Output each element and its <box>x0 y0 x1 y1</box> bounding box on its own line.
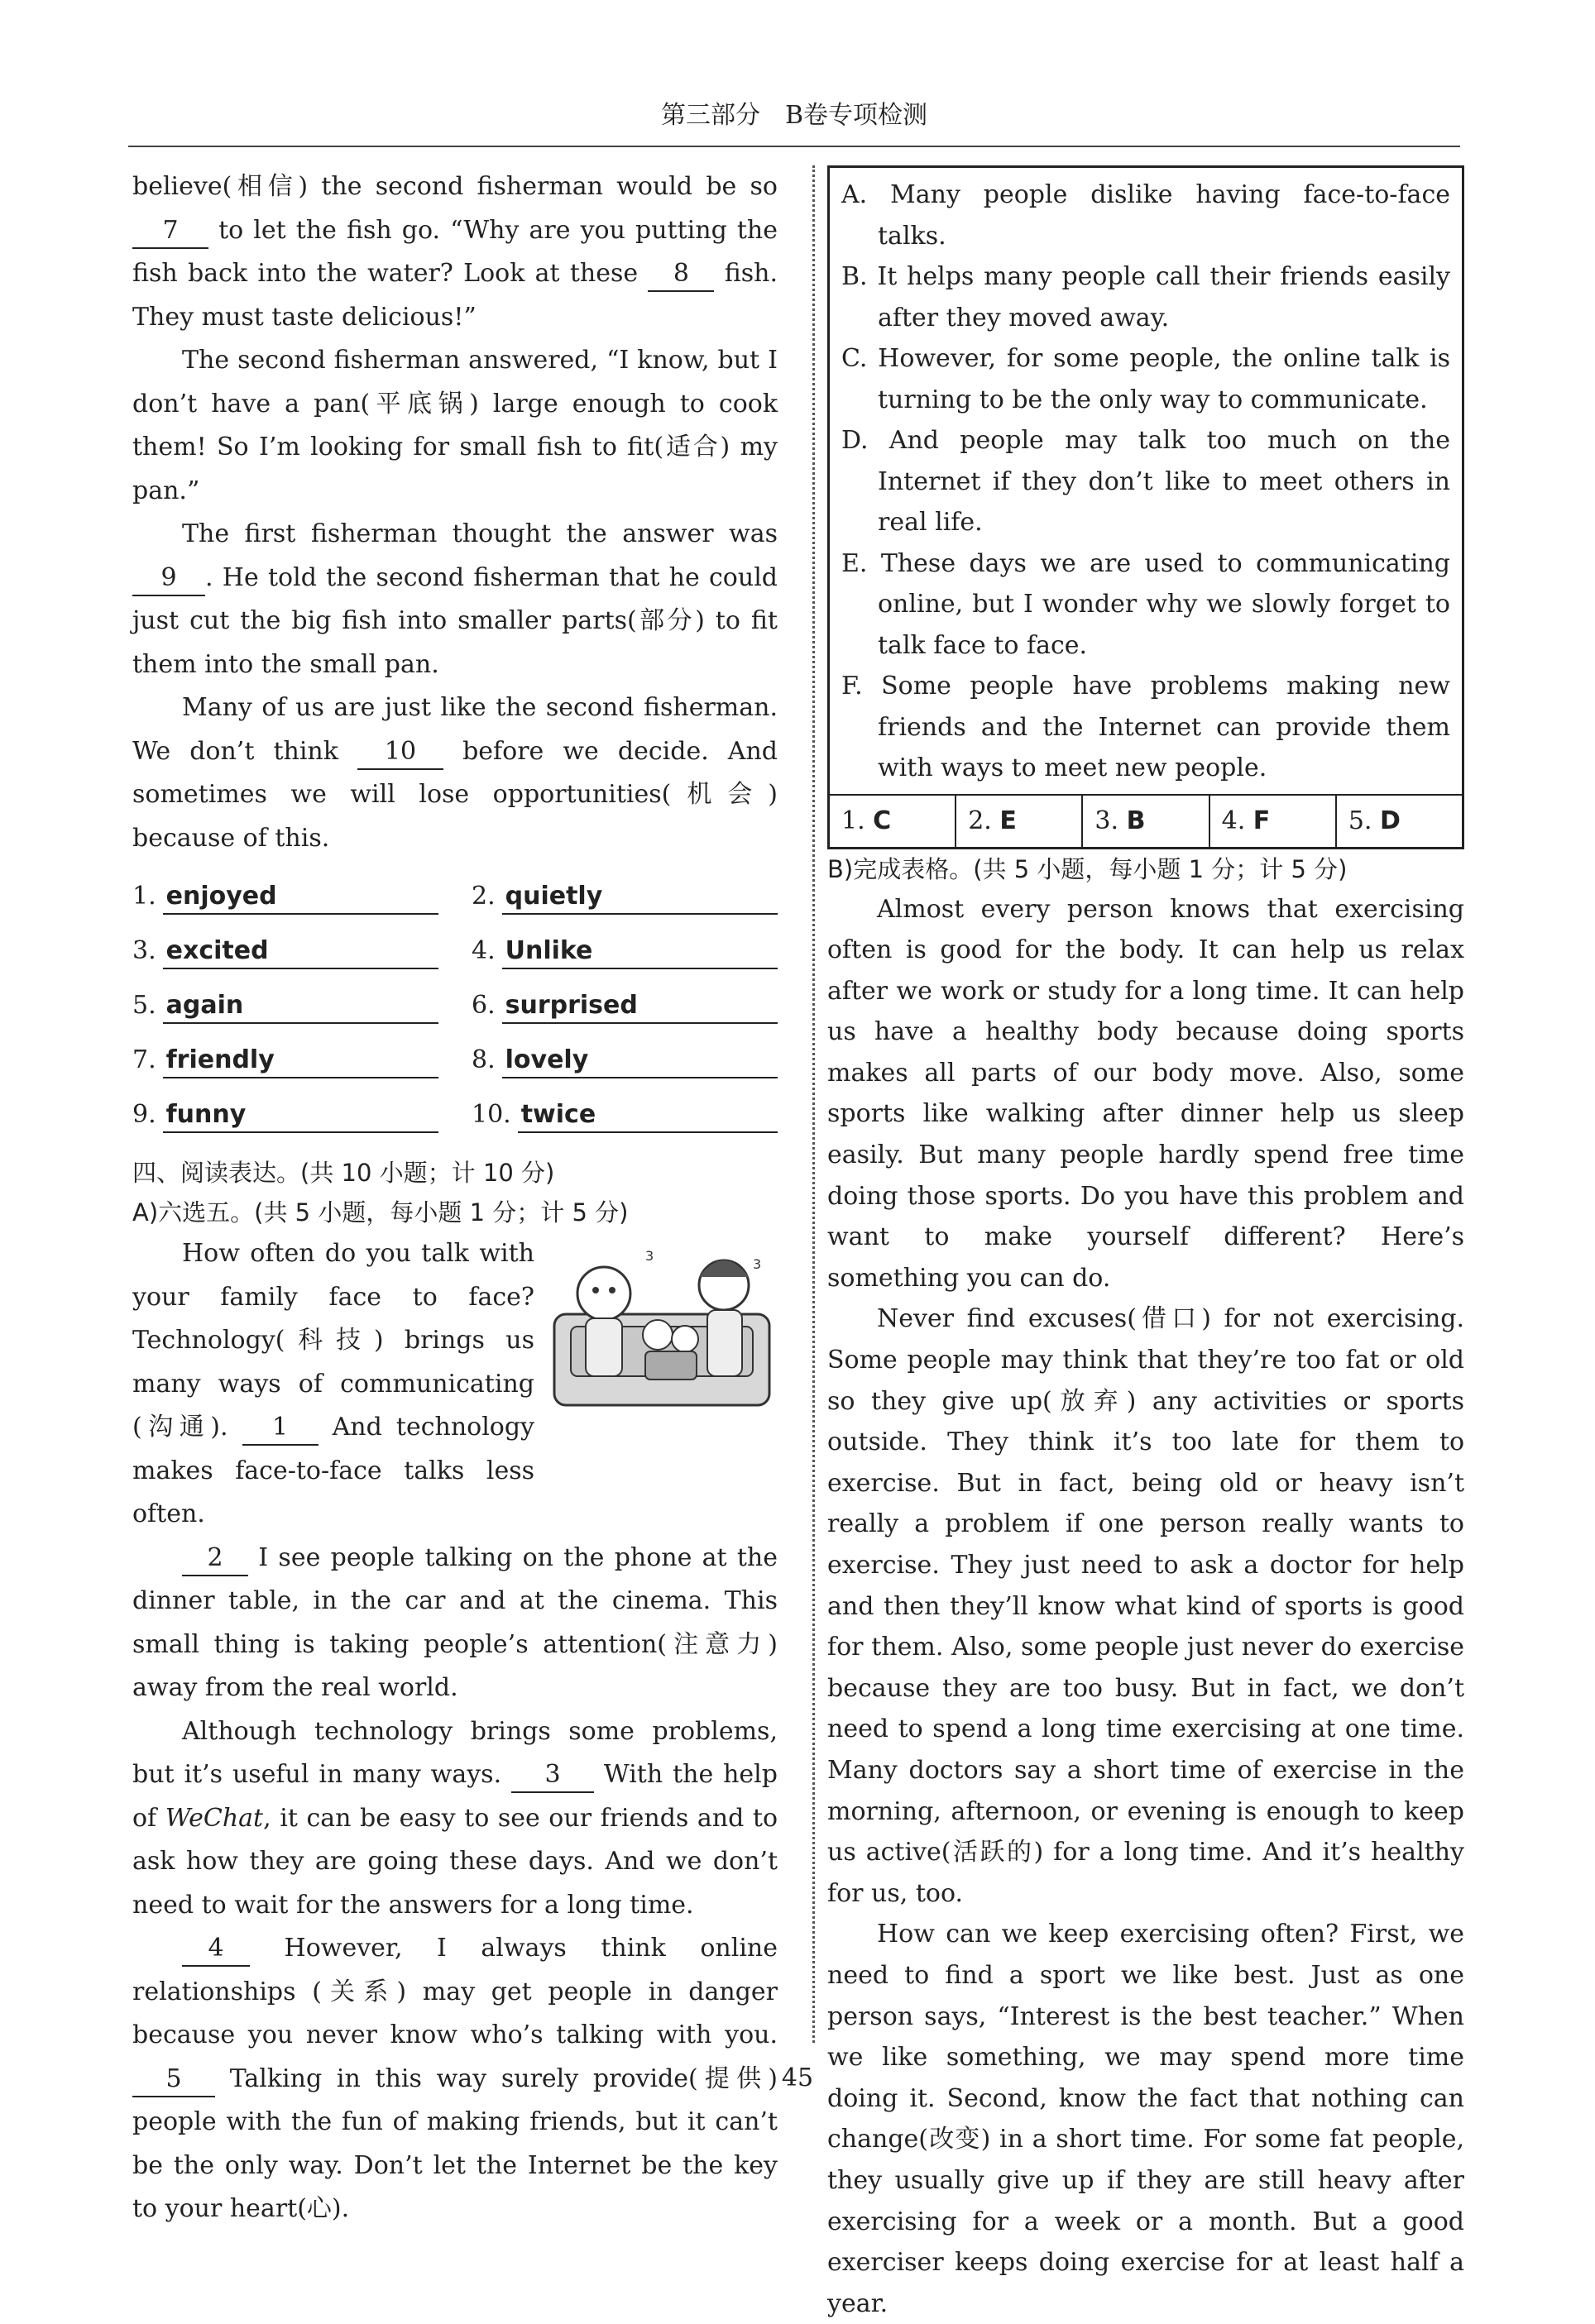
cloze-paragraph-4: Many of us are just like the second fisherman. We don’t think 10 before we decide. And sometimes we will lose opportunities(机会) because of this. <box>132 686 778 860</box>
option-a: A. Many people dislike having face-to-face talks. <box>841 175 1450 256</box>
answer-word: friendly <box>163 1044 438 1078</box>
passage-b <box>827 889 1464 2324</box>
header-title: 第三部分 B卷专项检测 <box>661 101 927 130</box>
passage-a-paragraph-2: 2 I see people talking on the phone at the dinner table, in the car and at the cinema. This small thing is taking people’s attention(注意力) away from the real world. <box>132 1537 778 1710</box>
svg-text:3: 3 <box>645 1248 654 1264</box>
blank-a1: 1 <box>242 1411 319 1446</box>
svg-text:3: 3 <box>753 1256 761 1272</box>
page-header <box>128 99 1460 147</box>
part-b-title: B)完成表格。(共 5 小题，每小题 1 分；计 5 分) <box>827 849 1464 889</box>
answer-item: 2. quietly <box>472 875 778 930</box>
option-c: C. However, for some people, the online talk is turning to be the only way to communicate. <box>841 338 1450 420</box>
answer-item: 8. lovely <box>472 1039 778 1093</box>
blank-a4: 4 <box>182 1932 250 1967</box>
column-divider <box>812 165 815 2043</box>
options-list <box>830 168 1462 794</box>
blank-10: 10 <box>357 735 443 770</box>
blank-9: 9 <box>132 562 205 596</box>
cloze-paragraph-1: believe(相信) the second fisherman would be so 7 to let the fish go. “Why are you putting the fish back into the water? Look at these 8 fish. They must taste delicious!” <box>132 165 778 339</box>
option-f: F. Some people have problems making new friends and the Internet can provide them with ways to meet new people. <box>841 666 1450 789</box>
answer-word: again <box>163 989 438 1024</box>
family-cartoon-image <box>546 1236 778 1426</box>
passage-a-intro <box>132 1232 778 1537</box>
option-answer-cell: 5. D <box>1337 796 1462 847</box>
answer-item: 10. twice <box>472 1093 778 1148</box>
options-box <box>827 165 1464 849</box>
passage-b-paragraph-1: Almost every person knows that exercising often is good for the body. It can help us relax after we work or study for a long time. It can help us have a healthy body because doing sports makes all parts of our body move. Also, some sports like walking after dinner help us sleep easily. But many people hardly spend free time doing those sports. Do you have this problem and want to make yourself different? Here’s something you can do. <box>827 889 1464 1299</box>
answer-item: 3. excited <box>132 930 438 984</box>
option-answer-cell: 3. B <box>1083 796 1209 847</box>
answer-item: 4. Unlike <box>472 930 778 984</box>
passage-a-paragraph-4: 4 However, I always think online relationships (关系) may get people in danger because you never know who’s talking with you. 5 Talking in this way surely provide(提供) people with the fun of making friends, but it can’t be the only way. Don’t let the Internet be the key to your heart(心). <box>132 1927 778 2231</box>
answer-word: quietly <box>502 880 778 915</box>
cloze-paragraph-2: The second fisherman answered, “I know, but I don’t have a pan(平底锅) large enough to cook them! So I’m looking for small fish to fit(适合) my pan.” <box>132 339 778 513</box>
option-answer-cell: 2. E <box>956 796 1083 847</box>
option-answer-cell: 1. C <box>830 796 956 847</box>
answer-item: 5. again <box>132 984 438 1039</box>
right-column <box>827 165 1464 2324</box>
passage-a-paragraph-1: How often do you talk with your family face to face? Technology(科技) brings us many ways of communicating (沟通). 1 And technology makes face-to-face talks less often. <box>132 1232 534 1537</box>
answer-item: 1. enjoyed <box>132 875 438 930</box>
wechat-term: WeChat <box>165 1804 263 1833</box>
option-answer-cell: 4. F <box>1210 796 1337 847</box>
section-4-title: 四、阅读表达。(共 10 小题；计 10 分) <box>132 1153 778 1193</box>
part-a-title: A)六选五。(共 5 小题，每小题 1 分；计 5 分) <box>132 1193 778 1232</box>
option-e: E. These days we are used to communicating online, but I wonder why we slowly forget to talk face to face. <box>841 543 1450 667</box>
answer-item: 6. surprised <box>472 984 778 1039</box>
answer-word: enjoyed <box>163 880 438 915</box>
page-number: 45 <box>0 2063 1595 2092</box>
answer-word: twice <box>518 1098 778 1133</box>
blank-8: 8 <box>648 257 714 292</box>
cloze-paragraph-3: The first fisherman thought the answer was 9 . He told the second fisherman that he could just cut the big fish into smaller parts(部分) to fit them into the small pan. <box>132 513 778 686</box>
answer-word: Unlike <box>502 935 778 969</box>
option-d: D. And people may talk too much on the Internet if they don’t like to meet others in real life. <box>841 420 1450 543</box>
answer-item: 7. friendly <box>132 1039 438 1093</box>
blank-7: 7 <box>132 214 208 249</box>
blank-a2: 2 <box>182 1542 248 1576</box>
answer-word: excited <box>163 935 438 969</box>
left-column <box>132 165 778 2231</box>
cloze-answer-grid <box>132 875 778 1148</box>
answer-item: 9. funny <box>132 1093 438 1148</box>
option-b: B. It helps many people call their friends easily after they moved away. <box>841 256 1450 338</box>
passage-a-paragraph-3: Although technology brings some problems, but it’s useful in many ways. 3 With the help of WeChat, it can be easy to see our friends and to ask how they are going these days. And we don’t need to wait for the answers for a long time. <box>132 1710 778 1928</box>
blank-a5: 5 <box>132 2063 215 2097</box>
answer-word: funny <box>163 1098 438 1133</box>
passage-b-paragraph-2: Never find excuses(借口) for not exercising. Some people may think that they’re too fat or old so they give up(放弃) any activities or sports outside. They think it’s too late for them to exercise. But in fact, being old or heavy isn’t really a problem if one person really wants to exercise. They just need to ask a doctor for help and then they’ll know what kind of sports is good for them. Also, some people just never do exercise because they are too busy. But in fact, we don’t need to spend a long time exercising at one time. Many doctors say a short time of exercise in the morning, afternoon, or evening is enough to keep us active(活跃的) for a long time. And it’s healthy for us, too. <box>827 1298 1464 1914</box>
answer-word: surprised <box>502 989 778 1024</box>
passage-b-paragraph-3: How can we keep exercising often? First, we need to find a sport we like best. Just as one person says, “Interest is the best teacher.” When we like something, we may spend more time doing it. Second, know the fact that nothing can change(改变) in a short time. For some fat people, they usually give up if they are still heavy after exercising for a week or a month. But a good exerciser keeps doing exercise for at least half a year. <box>827 1914 1464 2324</box>
answer-word: lovely <box>502 1044 778 1078</box>
option-answers-row <box>830 794 1462 847</box>
blank-a3: 3 <box>511 1758 594 1793</box>
